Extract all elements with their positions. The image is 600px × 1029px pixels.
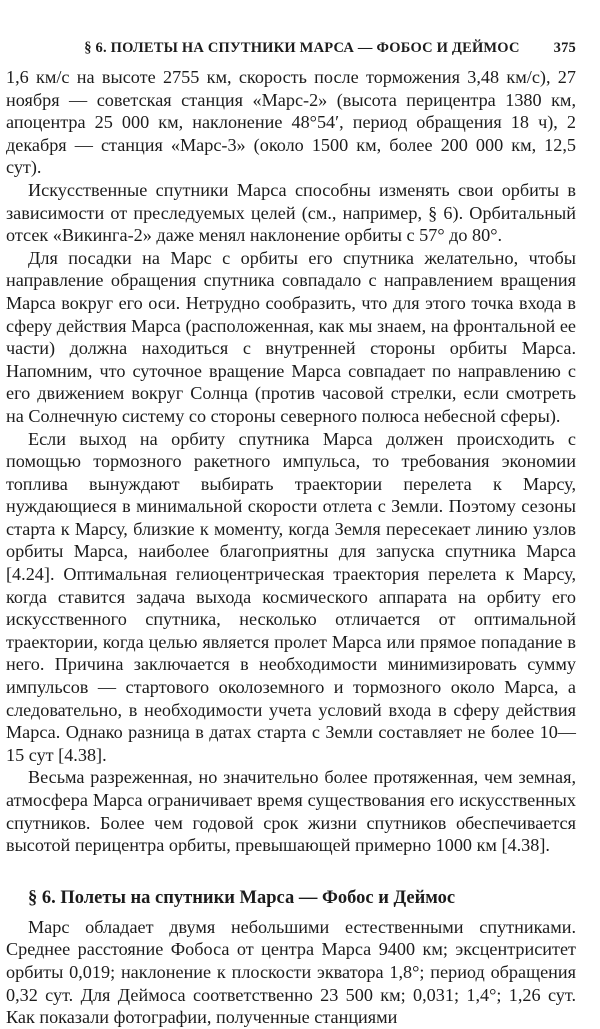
body-text [6, 66, 576, 1029]
paragraph-landing: Для посадки на Марс с орбиты его спутника желательно, чтобы направление обращения спутника совпадало с направлением вращения Марса вокруг его оси. Нетрудно сообразить, что для этого точка входа в сферу действия Марса (расположенная, как мы знаем, на фронтальной ее части) должна находиться с внутренней стороны орбиты Марса. Напомним, что суточное вращение Марса совпадает по направлению с его движением вокруг Солнца (против часовой стрелки, если смотреть на Солнечную систему со стороны северного полюса небесной сферы). [6, 247, 576, 426]
paragraph-moons: Марс обладает двумя небольшими естественными спутниками. Среднее расстояние Фобоса от центра Марса 9400 км; эксцентриситет орбиты 0,019; наклонение к плоскости экватора 1,8°; период обращения 0,32 сут. Для Деймоса соответственно 23 500 км; 0,031; 1,4°; 1,26 сут. Как показали фотографии, полученные станциями [6, 916, 576, 1028]
section-heading: § 6. Полеты на спутники Марса — Фобос и Деймос [28, 887, 456, 908]
page-number: 375 [553, 40, 576, 56]
running-title: § 6. ПОЛЕТЫ НА СПУТНИКИ МАРСА — ФОБОС И ДЕЙМОС [84, 40, 520, 56]
paragraph-continuation: 1,6 км/с на высоте 2755 км, скорость после торможения 3,48 км/с), 27 ноября — советская станция «Марс-2» (высота перицентра 1380 км, апоцентра 25 000 км, наклонение 48°54′, период обращения 18 ч), 2 декабря — станция «Марс-3» (около 1500 км, более 200 000 км, 12,5 сут). [6, 67, 576, 178]
paragraph-atmosphere: Весьма разреженная, но значительно более протяженная, чем земная, атмосфера Марса ограничивает время существования его искусственных спутников. Более чем годовой срок жизни спутников обеспечивается высотой перицентра орбиты, превышающей примерно 1000 км [4.38]. [6, 767, 576, 856]
paragraph-braking-impulse: Если выход на орбиту спутника Марса должен происходить с помощью тормозного ракетного импульса, то требования экономии топлива вынуждают выбирать траектории перелета к Марсу, нуждающиеся в минимальной скорости отлета с Земли. Поэтому сезоны старта к Марсу, близкие к моменту, когда Земля пересекает линию узлов орбиты Марса, наиболее благоприятны для запуска спутника Марса [4.24]. Оптимальная гелиоцентрическая траектория перелета к Марсу, когда ставится задача выхода космического аппарата на орбиту его искусственного спутника, несколько отличается от оптимальной траектории, когда целью является пролет Марса или прямое попадание в него. Причина заключается в необходимости минимизировать сумму импульсов — стартового околоземного и тормозного около Марса, а следовательно, в необходимости учета условий входа в сферу действия Марса. Однако разница в датах старта с Земли составляет не более 10—15 сут [4.38]. [6, 428, 576, 765]
running-head [6, 40, 576, 57]
paragraph-orbit-change: Искусственные спутники Марса способны изменять свои орбиты в зависимости от преследуемых целей (см., например, § 6). Орбитальный отсек «Викинга-2» даже менял наклонение орбиты с 57° до 80°. [6, 179, 576, 246]
